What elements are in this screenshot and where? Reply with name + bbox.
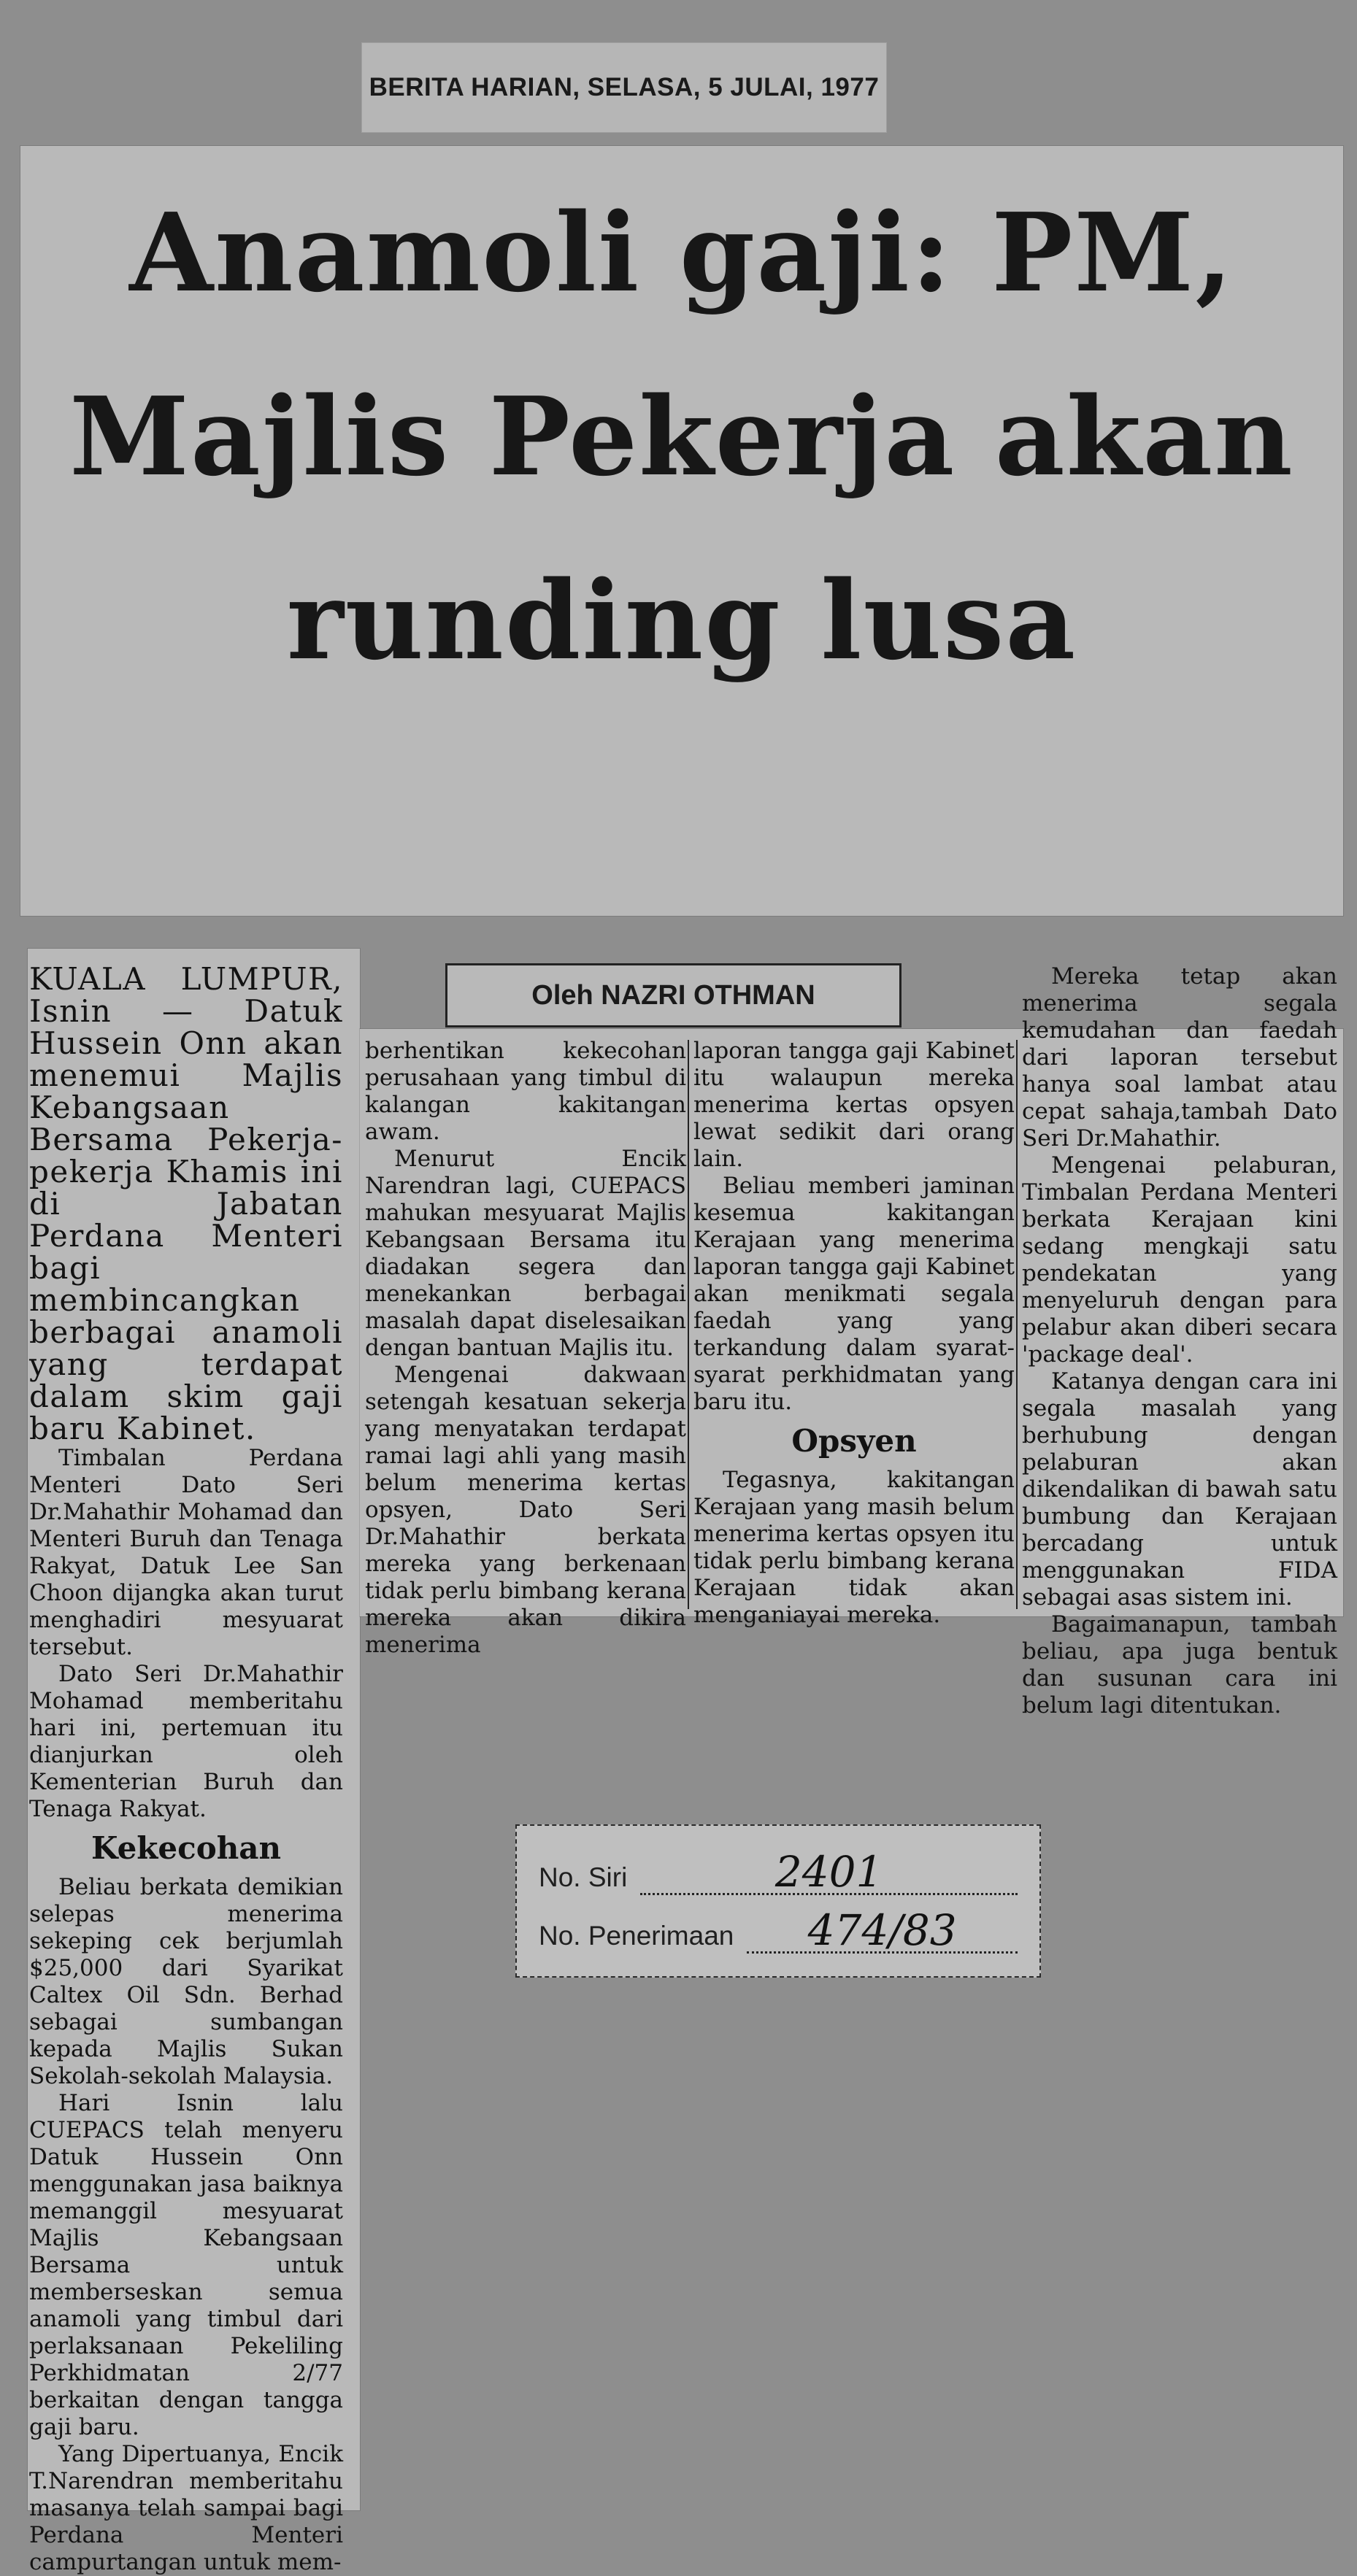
article-column-2 (365, 1038, 686, 1658)
lead-paragraph: KUALA LUMPUR, Isnin — Datuk Hussein Onn akan menemui Majlis Kebangsaan Bersama Pekerja-pekerja Khamis ini di Jabatan Perdana Menteri bagi membincangkan berbagai anamoli yang terdapat dalam skim gaji baru Kabinet. (29, 961, 343, 1446)
column-divider (688, 1040, 689, 1609)
paragraph: laporan tangga gaji Kabinet itu walaupun mereka menerima kertas opsyen lewat sedikit dari orang lain. (693, 1038, 1015, 1172)
serial-value: 2401 (640, 1851, 1018, 1895)
paragraph: Katanya dengan cara ini segala masalah yang berhubung dengan pelaburan akan dikendalikan di bawah satu bumbung dan Kerajaan bercadang untuk menggunakan FIDA sebagai asas sistem ini. (1022, 1368, 1337, 1611)
paragraph: Beliau berkata demikian selepas menerima sekeping cek berjumlah $25,000 dari Syarikat Caltex Oil Sdn. Berhad sebagai sumbangan kepada Majlis Sukan Sekolah-sekolah Malaysia. (29, 1874, 343, 2089)
column-divider (1016, 1040, 1018, 1609)
paragraph: Mereka tetap akan menerima segala kemudahan dan faedah dari laporan tersebut hanya soal lambat atau cepat sahaja,tambah Dato Seri Dr.Mahathir. (1022, 963, 1337, 1152)
receipt-label: No. Penerimaan (539, 1921, 734, 1951)
paragraph: berhentikan kekecohan perusahaan yang timbul di kalangan kakitangan awam. (365, 1038, 686, 1145)
paragraph: Timbalan Perdana Menteri Dato Seri Dr.Mahathir Mohamad dan Menteri Buruh dan Tenaga Rakyat, Datuk Lee San Choon dijangka akan turut menghadiri mesyuarat tersebut. (29, 1445, 343, 1660)
byline-text: Oleh NAZRI OTHMAN (531, 979, 815, 1011)
byline-box (445, 963, 902, 1027)
article-column-1 (29, 961, 343, 2575)
receipt-row (539, 1905, 1018, 1955)
subhead-kekecohan: Kekecohan (91, 1830, 281, 1866)
headline-clipping (20, 146, 1343, 916)
serial-label: No. Siri (539, 1862, 628, 1892)
subhead-opsyen: Opsyen (791, 1423, 917, 1459)
paragraph: Beliau memberi jaminan kesemua kakitangan Kerajaan yang menerima laporan tangga gaji Kabinet akan menikmati segala faedah yang yang terkandung dalam syarat-syarat perkhidmatan yang baru itu. (693, 1173, 1015, 1415)
paragraph: Bagaimanapun, tambah beliau, apa juga bentuk dan susunan cara ini belum lagi ditentukan. (1022, 1611, 1337, 1719)
article-column-3 (693, 1038, 1015, 1628)
article-column-4 (1022, 963, 1337, 1719)
paragraph: Mengenai dakwaan setengah kesatuan sekerja yang menyatakan terdapat ramai lagi ahli yang masih belum menerima kertas opsyen, Dato Seri Dr.Mahathir berkata mereka yang berkenaan tidak perlu bimbang kerana mereka akan dikira menerima (365, 1362, 686, 1658)
paragraph: Menurut Encik Narendran lagi, CUEPACS mahukan mesyuarat Majlis Kebangsaan Bersama itu diadakan segera dan menekankan berbagai masalah dapat diselesaikan dengan bantuan Majlis itu. (365, 1146, 686, 1361)
newspaper-masthead (361, 42, 887, 133)
paragraph: Mengenai pelaburan, Timbalan Perdana Menteri berkata Kerajaan kini sedang mengkaji satu pendekatan yang menyeluruh dengan para pelabur akan diberi secara 'package deal'. (1022, 1152, 1337, 1368)
paragraph: Tegasnya, kakitangan Kerajaan yang masih belum menerima kertas opsyen itu tidak perlu bimbang kerana Kerajaan tidak akan menganiayai mereka. (693, 1467, 1015, 1628)
serial-row (539, 1847, 1018, 1897)
paragraph: Dato Seri Dr.Mahathir Mohamad memberitahu hari ini, pertemuan itu dianjurkan oleh Kementerian Buruh dan Tenaga Rakyat. (29, 1661, 343, 1822)
archive-stamp (515, 1824, 1041, 1978)
receipt-value: 474/83 (747, 1909, 1018, 1954)
paragraph: Yang Dipertuanya, Encik T.Narendran memberitahu masanya telah sampai bagi Perdana Menteri campurtangan untuk mem- (29, 2441, 343, 2575)
article-headline: Anamoli gaji: PM, Majlis Pekerja akan runding lusa (69, 189, 1294, 684)
paragraph: Hari Isnin lalu CUEPACS telah menyeru Datuk Hussein Onn menggunakan jasa baiknya memanggil mesyuarat Majlis Kebangsaan Bersama untuk memberseskan semua anamoli yang timbul dari perlaksanaan Pekeliling Perkhidmatan 2/77 berkaitan dengan tangga gaji baru. (29, 2090, 343, 2440)
masthead-text: BERITA HARIAN, SELASA, 5 JULAI, 1977 (369, 73, 880, 101)
